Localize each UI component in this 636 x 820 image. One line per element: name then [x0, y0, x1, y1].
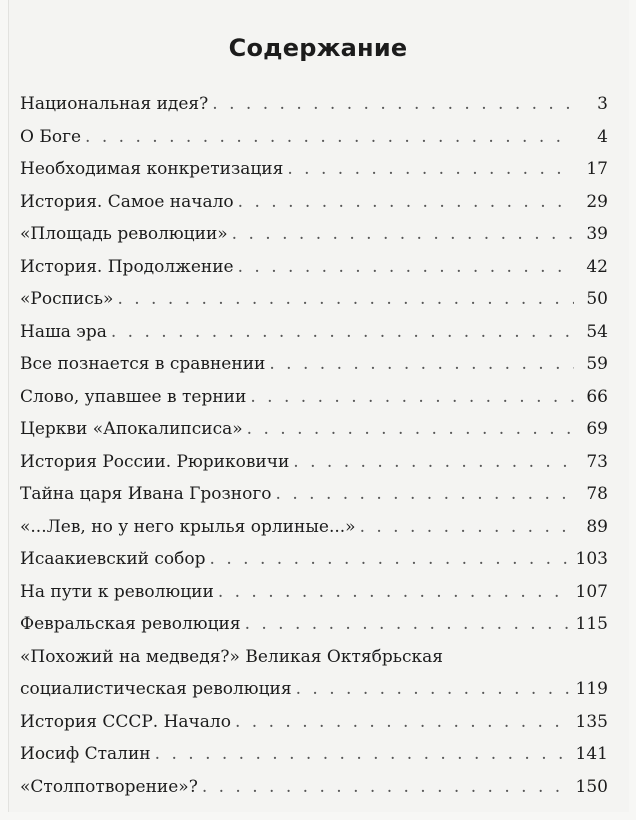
toc-entry-page: 66	[586, 386, 608, 407]
toc-entry-page: 73	[586, 451, 608, 472]
toc-entry[interactable]	[20, 706, 608, 739]
toc-entry[interactable]	[20, 641, 608, 706]
toc-entry-title: Наша эра	[20, 321, 107, 342]
toc-entry[interactable]	[20, 446, 608, 479]
toc-entry-title: История России. Рюриковичи	[20, 451, 290, 472]
toc-entry-title: Церкви «Апокалипсиса»	[20, 419, 243, 439]
dot-leader	[235, 706, 572, 739]
toc-entry[interactable]	[20, 316, 608, 349]
toc-entry-title: История. Самое начало	[20, 191, 234, 212]
toc-entry-title: «Столпотворение»?	[20, 776, 198, 797]
toc-entry-title: «Роспись»	[20, 289, 114, 309]
dot-leader	[360, 511, 574, 544]
toc-entry-page: 39	[586, 224, 608, 244]
toc-entry-title: «Похожий на медведя?» Великая Октябрьская	[20, 646, 443, 667]
dot-leader	[210, 543, 572, 576]
toc-entry-page: 50	[586, 289, 608, 309]
dot-leader	[117, 283, 574, 316]
toc-entry-title: «Площадь революции»	[20, 224, 228, 244]
toc-entry-title: О Боге	[20, 126, 82, 147]
toc-entry-title: На пути к революции	[20, 581, 214, 602]
dot-leader	[276, 478, 574, 511]
toc-entry[interactable]	[20, 381, 608, 414]
toc-entry[interactable]	[20, 251, 608, 284]
toc-entry-title: Слово, упавшее в тернии	[20, 386, 247, 407]
dot-leader	[269, 348, 574, 381]
toc-entry-page: 3	[597, 94, 608, 114]
toc-entry-page: 150	[575, 776, 608, 797]
toc-entry[interactable]	[20, 576, 608, 609]
toc-entry-title: Национальная идея?	[20, 94, 209, 114]
toc-entry-page: 29	[586, 191, 608, 212]
toc-entry[interactable]	[20, 478, 608, 511]
toc-entry-page: 107	[575, 581, 608, 602]
toc-entry-page: 4	[597, 126, 608, 147]
toc-entry-page: 42	[586, 256, 608, 277]
toc-entry[interactable]	[20, 738, 608, 771]
toc-entry[interactable]	[20, 771, 608, 804]
toc-entry-page: 54	[586, 321, 608, 342]
toc-entry-page: 69	[586, 419, 608, 439]
dot-leader	[238, 251, 574, 284]
toc-entry-page: 103	[575, 549, 608, 569]
dot-leader	[232, 218, 574, 251]
toc-entry-title: «...Лев, но у него крылья орлиные...»	[20, 516, 356, 537]
toc-entry-title-continued: социалистическая революция	[20, 679, 292, 699]
toc-entry[interactable]	[20, 608, 608, 641]
dot-leader	[85, 121, 574, 154]
toc-entry-page: 141	[575, 744, 608, 764]
toc-entry-page: 78	[586, 484, 608, 504]
dot-leader	[245, 608, 572, 641]
toc-entry[interactable]	[20, 543, 608, 576]
toc-entry-title: История СССР. Начало	[20, 711, 231, 732]
page-title: Содержание	[228, 34, 408, 62]
dot-leader	[247, 413, 574, 446]
toc-entry[interactable]	[20, 348, 608, 381]
toc-entry[interactable]	[20, 153, 608, 186]
toc-entry[interactable]	[20, 88, 608, 121]
toc-entry-page: 89	[586, 516, 608, 537]
toc-entry-title: Иосиф Сталин	[20, 744, 151, 764]
toc-entry-page: 17	[586, 159, 608, 179]
dot-leader	[212, 88, 574, 121]
toc-entry[interactable]	[20, 511, 608, 544]
dot-leader	[238, 186, 574, 219]
toc-entry-title: Необходимая конкретизация	[20, 159, 284, 179]
dot-leader	[111, 316, 574, 349]
toc-entry-page: 135	[575, 711, 608, 732]
toc-entry-page: 119	[575, 679, 608, 699]
toc-entry-page: 115	[575, 614, 608, 634]
toc-entry[interactable]	[20, 186, 608, 219]
toc-entry-title: Все познается в сравнении	[20, 354, 266, 374]
dot-leader	[155, 738, 572, 771]
toc-entry[interactable]	[20, 218, 608, 251]
toc-entry[interactable]	[20, 413, 608, 446]
dot-leader	[296, 673, 572, 706]
toc-entry-page: 59	[586, 354, 608, 374]
dot-leader	[287, 153, 574, 186]
toc-entry-title: Тайна царя Ивана Грозного	[20, 484, 272, 504]
toc-entry-title: История. Продолжение	[20, 256, 234, 277]
dot-leader	[218, 576, 572, 609]
dot-leader	[293, 446, 574, 479]
table-of-contents	[20, 88, 608, 803]
toc-entry[interactable]	[20, 121, 608, 154]
dot-leader	[250, 381, 574, 414]
toc-entry-title: Февральская революция	[20, 614, 241, 634]
toc-entry[interactable]	[20, 283, 608, 316]
toc-entry-title: Исаакиевский собор	[20, 549, 206, 569]
dot-leader	[202, 771, 572, 804]
